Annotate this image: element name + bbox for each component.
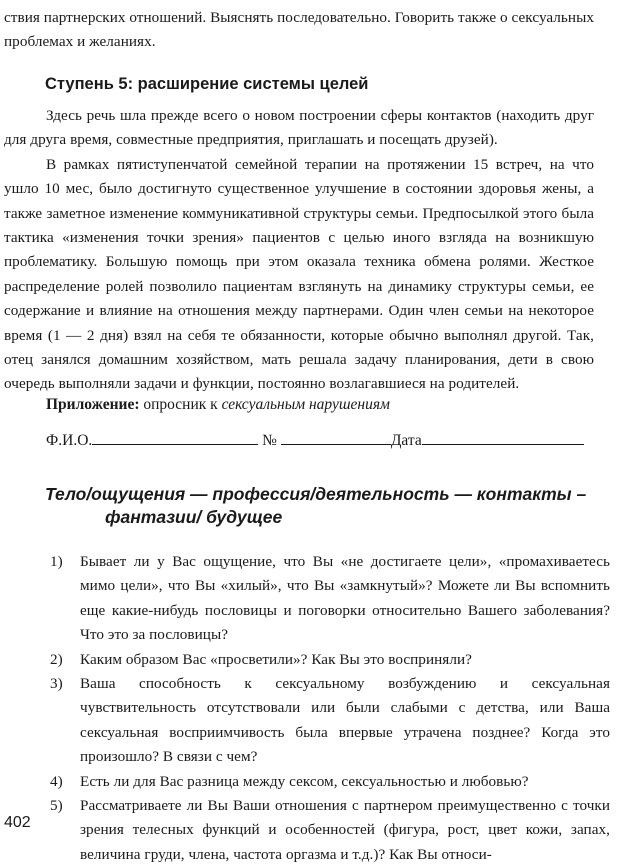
- appendix-title: [46, 394, 606, 416]
- section-heading-line1: Тело/ощущения — профессия/деятельность — контакты –: [45, 484, 587, 504]
- name-field[interactable]: [92, 430, 258, 445]
- question-item: [50, 794, 610, 867]
- section-heading: [45, 483, 605, 529]
- question-number: 2): [50, 650, 63, 668]
- body-paragraph: В рамках пятиступенчатой семейной терапии на протяжении 15 встреч, на что ушло 10 мес, было достигнуто существенное улучшение в состоянии здоровья жены, а также заметное изменение коммуникативной структуры семьи. Предпосылкой этого была тактика «изменения точки зрения» пациентов с целью иного взгляда на возникшую проблематику. Большую помощь при этом оказала техника обмена ролями. Жесткое распределение ролей позволило пациентам взглянуть на динамику структуры семьи, ее содержание и влияние на отношения между партнерами. Один член семьи на некоторое время (1 — 2 дня) взял на себя те обязанности, которые обычно выполнял другой. Так, отец занялся домашним хозяйством, мать решала задачу планирования, дети в свою очередь выполняли задачи и функции, постоянно возлагавшиеся на родителей.: [4, 155, 594, 393]
- question-item: [50, 770, 610, 794]
- number-label: №: [262, 432, 277, 449]
- appendix-italic: сексуальным нарушениям: [221, 396, 390, 413]
- question-text: Рассматриваете ли Вы Ваши отношения с партнером преимущественно с точки зрения телесных функций и особенностей (фигура, рост, цвет кожи, запах, величина груди, члена, частота оргазма и т.д.)? Как Вы относи-: [80, 797, 610, 863]
- body-paragraph: Здесь речь шла прежде всего о новом построении сферы контактов (находить друг для друга время, совместные предприятия, приглашать и посещать друзей).: [4, 107, 594, 149]
- question-text: Есть ли для Вас разница между сексом, сексуальностью и любовью?: [80, 772, 529, 790]
- question-number: 5): [50, 797, 63, 815]
- question-text: Бывает ли у Вас ощущение, что Вы «не достигаете цели», «промахиваетесь мимо цели», что Вы «хилый», что Вы «замкнутый»? Можете ли Вы вспомнить еще какие-нибудь пословицы и поговорки относительно Вашего заболевания? Что это за пословицы?: [80, 553, 610, 644]
- page-number: 402: [4, 814, 31, 831]
- body-text: [4, 104, 594, 397]
- name-label: Ф.И.О.: [46, 432, 93, 449]
- question-item: [50, 648, 610, 672]
- appendix-label: Приложение:: [46, 396, 140, 413]
- question-item: [50, 672, 610, 770]
- date-label: Дата: [390, 432, 422, 449]
- question-number: 3): [50, 675, 63, 693]
- number-field[interactable]: [281, 430, 391, 445]
- question-number: 1): [50, 553, 63, 570]
- step-heading: Ступень 5: расширение системы целей: [45, 75, 369, 93]
- question-number: 4): [50, 772, 63, 790]
- question-text: Ваша способность к сексуальному возбуждению и сексуальная чувствительность отсутствовали или были слабыми с детства, или Ваша сексуальная восприимчивость была впервые утрачена позднее? Когда это произошло? В связи с чем?: [80, 675, 610, 766]
- question-text: Каким образом Вас «просветили»? Как Вы это восприняли?: [80, 650, 472, 668]
- question-item: [50, 550, 610, 648]
- appendix-text: опросник к: [143, 396, 218, 413]
- date-field[interactable]: [422, 430, 584, 445]
- question-list: [50, 550, 610, 867]
- form-fields: [46, 430, 606, 452]
- section-heading-line2: фантазии/ будущее: [105, 507, 283, 527]
- continuation-paragraph: ствия партнерских отношений. Выяснять последовательно. Говорить также о сексуальных проблемах и желаниях.: [4, 9, 594, 51]
